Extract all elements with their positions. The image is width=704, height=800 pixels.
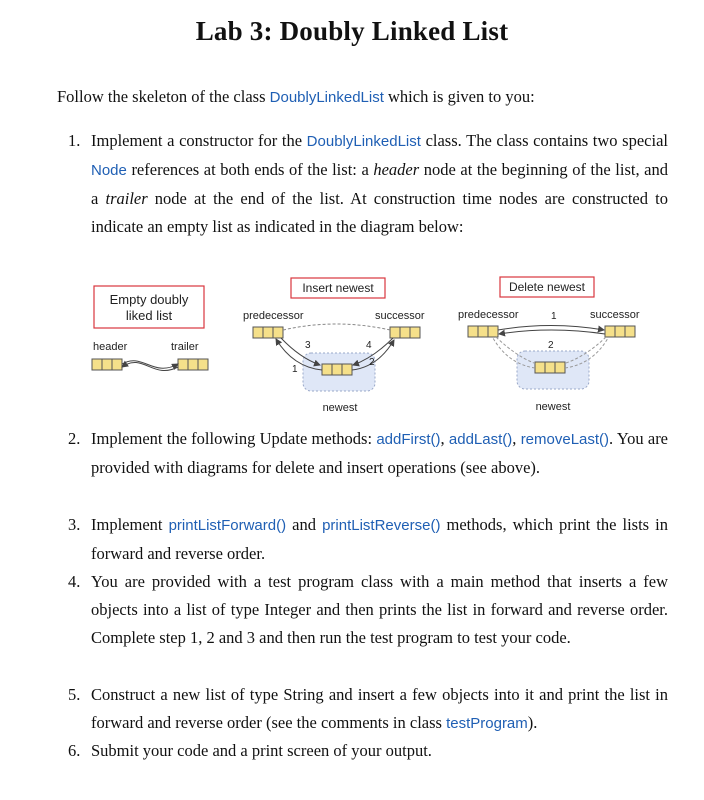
text-run: class. The class contains two special	[420, 131, 668, 150]
insert-predecessor-node	[253, 327, 283, 338]
item-body	[91, 425, 668, 482]
insert-successor-label: successor	[375, 310, 425, 322]
inline-code: printListForward()	[168, 517, 287, 534]
inline-code: DoublyLinkedList	[306, 133, 421, 150]
insert-successor-node	[390, 327, 420, 338]
text-run: references at both ends of the list: a	[126, 160, 374, 179]
delete-newest-node	[535, 362, 565, 373]
text-run: Construct a new list of type String and insert a few objects into it and print the list in forward and reverse order (see the comments in class	[91, 685, 668, 732]
item-body	[91, 681, 668, 738]
text-run: ,	[440, 429, 449, 448]
item-number: 1.	[68, 131, 81, 150]
text-run: Implement	[91, 515, 169, 534]
trailer-node	[178, 359, 208, 370]
insert-step-1: 1	[292, 364, 298, 375]
insert-newest-node	[322, 364, 352, 375]
insert-step-3: 3	[305, 340, 311, 351]
text-run: methods, which print the lists in forward and reverse order.	[91, 515, 669, 563]
item-body	[91, 568, 668, 652]
delete-title: Delete newest	[508, 280, 586, 294]
intro-paragraph	[57, 87, 535, 107]
text-run: Implement the following Update methods:	[91, 429, 377, 448]
item-number: 6.	[68, 741, 81, 760]
delete-predecessor-label: predecessor	[458, 309, 519, 321]
list-item-5	[68, 681, 668, 738]
item-body	[91, 737, 668, 765]
empty-list-label-1: Empty doubly	[109, 292, 189, 307]
item-number: 2.	[68, 429, 81, 448]
list-item-1	[68, 127, 668, 241]
empty-list-label-2: liked list	[125, 308, 173, 323]
delete-step-2: 2	[548, 340, 554, 351]
text-run: ).	[527, 713, 538, 732]
text-run: node at the end of the list. At construction time nodes are constructed to indicate an empty list as indicated in the diagram below:	[91, 189, 668, 236]
delete-successor-label: successor	[590, 309, 640, 321]
inline-code: addLast()	[448, 431, 513, 448]
text-run: You are provided with a test program class with a main method that inserts a few objects into a list of type Integer and then prints the list in forward and reverse order. Complete step 1, 2 and 3 and then run the test program to test your code.	[91, 572, 668, 647]
text-run: ,	[512, 429, 521, 448]
text-run: Submit your code and a print screen of your output.	[91, 741, 432, 760]
insert-title: Insert newest	[302, 281, 374, 295]
delete-step-1: 1	[551, 311, 557, 322]
trailer-header-link	[122, 362, 178, 370]
list-item-4	[68, 568, 668, 652]
text-run: Implement a constructor for the	[91, 131, 307, 150]
delete-back-link	[499, 330, 605, 334]
header-label: header	[93, 341, 128, 353]
page-title: Lab 3: Doubly Linked List	[195, 16, 509, 46]
emphasis-text: header	[373, 160, 420, 179]
inline-code: testProgram	[446, 715, 528, 732]
emphasis-text: trailer	[105, 189, 148, 208]
inline-code: printListReverse()	[322, 517, 441, 534]
delete-predecessor-node	[468, 326, 498, 337]
intro-text-end: which is given to you:	[383, 87, 535, 106]
intro-text: Follow the skeleton of the class	[57, 87, 270, 106]
trailer-label: trailer	[171, 341, 199, 353]
list-item-6	[68, 737, 668, 765]
header-node	[92, 359, 122, 370]
text-run: . You are provided with diagrams for delete and insert operations (see above).	[91, 429, 669, 477]
linked-list-diagram	[88, 274, 668, 418]
list-item-2	[68, 425, 668, 482]
insert-old-link	[283, 324, 390, 330]
inline-code: Node	[91, 162, 127, 179]
item-number: 3.	[68, 515, 81, 534]
text-run: node at the beginning of the list, and a	[91, 160, 669, 208]
list-item-3	[68, 511, 668, 568]
item-body	[91, 511, 668, 568]
insert-newest-label: newest	[322, 402, 358, 414]
insert-predecessor-label: predecessor	[243, 310, 304, 322]
item-body	[91, 127, 668, 241]
inline-code: removeLast()	[520, 431, 610, 448]
insert-step-4: 4	[366, 340, 372, 351]
intro-class-name: DoublyLinkedList	[269, 89, 384, 106]
insert-step-2: 2	[369, 357, 375, 368]
delete-newest-label: newest	[535, 401, 571, 413]
text-run: and	[286, 515, 323, 534]
delete-successor-node	[605, 326, 635, 337]
item-number: 4.	[68, 572, 81, 591]
inline-code: addFirst()	[376, 431, 441, 448]
delete-forward-link	[498, 326, 604, 331]
item-number: 5.	[68, 685, 81, 704]
